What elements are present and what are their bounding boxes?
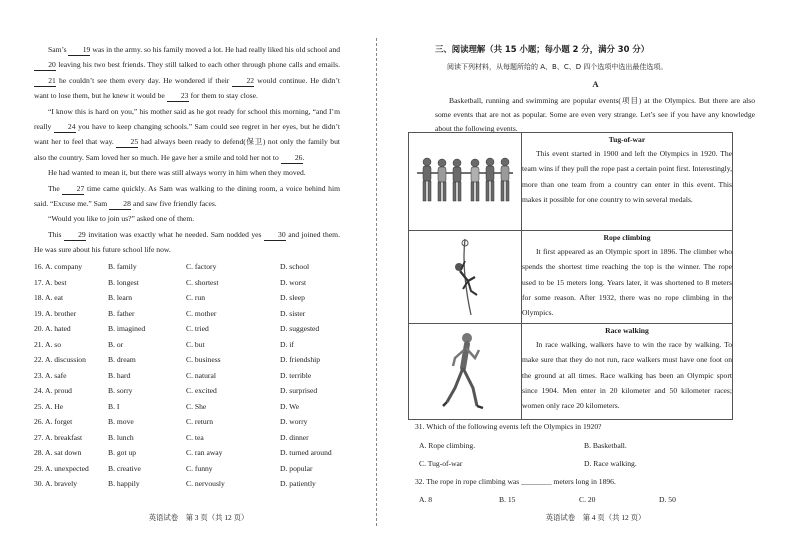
option-choice: B. got up [108,448,137,458]
option-choice: D. friendship [280,355,321,365]
cloze-passage [34,42,340,258]
question-31-options-row1 [415,438,745,453]
blank-26: 26 [281,153,303,164]
option-row [34,399,344,415]
option-choice: C. run [186,293,205,303]
passage-intro: Basketball, running and swimming are popular events(项目) at the Olympics. But there are also some events that are not as popular. Some are even very strange. Let’s see if you have any knowledge about the following events. [435,96,755,133]
blank-27: 27 [62,184,84,195]
blank-22: 22 [232,76,254,87]
race-walker-icon [433,328,497,414]
option-choice: 21. A. so [34,339,62,349]
option-choice: B. longest [108,277,139,287]
q31-option-a: A. Rope climbing. [419,441,476,450]
option-choice: B. creative [108,463,141,473]
event-row-race-walking [409,324,733,420]
cloze-options [34,259,344,492]
option-choice: B. hard [108,370,131,380]
option-row [34,414,344,430]
option-choice: C. tried [186,324,209,334]
cloze-paragraph-3: He had wanted to mean it, but there was still always worry in him when they moved. [48,168,306,178]
event-description: This event started in 1900 and left the Olympics in 1920. The team wins if they pull the rope past a certain point first. Interestingly, more than one team from a country can enter in this event. This makes it possible for one country to win several medals. [522,149,732,204]
option-choice: C. shortest [186,277,219,287]
option-row [34,461,344,477]
option-choice: 23. A. safe [34,370,67,380]
q32-option-b: B. 15 [499,495,516,504]
blank-25: 25 [116,137,138,148]
option-choice: D. surprised [280,386,318,396]
option-choice: C. mother [186,308,217,318]
event-text-cell [522,133,733,231]
option-choice: C. nervously [186,479,225,489]
option-choice: 26. A. forget [34,417,73,427]
blank-23: 23 [167,91,189,102]
blank-21: 21 [34,76,56,87]
option-choice: D. sleep [280,293,305,303]
event-title: Rope climbing [603,233,651,242]
option-row [34,290,344,306]
option-choice: C. excited [186,386,217,396]
option-choice: C. but [186,339,205,349]
q31-option-b: B. Basketball. [584,441,627,450]
page-footer-left: 英语试卷 第 3 页（共 12 页） [148,513,249,522]
q32-option-a: A. 8 [419,495,433,504]
option-choice: 28. A. sat down [34,448,82,458]
question-31 [415,419,745,471]
question-32 [415,474,745,507]
event-row-tug-of-war [409,133,733,231]
option-choice: D. dinner [280,432,309,442]
cloze-paragraph-1: Sam’s 19 was in the army. so his family moved a lot. He had really liked his old school and 20 leaving his two best friends. They still talked to each other through phone calls and emails. 21 he couldn’t see them every day. He wondered if their 22 would continue. He didn’t want to lose them, but he knew it would be 23 for them to stay close. [34,45,340,101]
option-choice: 16. A. company [34,262,83,272]
event-title: Tug-of-war [608,135,646,144]
option-choice: B. dream [108,355,136,365]
option-choice: C. ran away [186,448,223,458]
option-row [34,306,344,322]
option-choice: 17. A. best [34,277,67,287]
blank-24: 24 [54,122,76,133]
option-choice: C. natural [186,370,216,380]
option-choice: D. sister [280,308,306,318]
event-description: It first appeared as an Olympic sport in 1896. The climber who spends the shortest time reaching the top is the winner. The rope used to be 15 meters long. Years later, it was shortened to 8 meters for some reason. After 1932, there was no rope climbing in the Olympics. [522,247,732,318]
option-choice: 29. A. unexpected [34,463,89,473]
option-choice: B. move [108,417,134,427]
passage-letter: A [592,79,599,89]
cloze-paragraph-2: “I know this is hard on you,” his mother said as he got ready for school this morning, “and I’m really 24 you have to keep changing schools.” Sam could see regret in her eyes, but he didn’t want her to feel that way. 25 had always been ready to defend(保卫) not only the family but also the country. Sam loved her so much. He gave her a smile and told her not to 26. [34,106,341,162]
option-choice: B. lunch [108,432,134,442]
option-choice: B. sorry [108,386,133,396]
event-picture-cell [409,133,522,231]
right-page [397,0,794,560]
option-choice: C. factory [186,262,217,272]
option-row [34,259,344,275]
blank-28: 28 [109,199,131,210]
option-choice: C. funny [186,463,213,473]
option-choice: D. terrible [280,370,312,380]
event-picture-cell [409,324,522,420]
blank-30: 30 [264,230,286,241]
option-row [34,275,344,291]
option-choice: 24. A. proud [34,386,72,396]
page-divider [376,38,377,526]
question-32-stem: 32. The rope in rope climbing was ________ meters long in 1896. [415,477,616,486]
event-description: In race walking, walkers have to win the race by walking. To make sure that they do not run, race walkers must have one foot on the ground at all times. Race walking has been an Olympic sport since 1904. Men enter in 20 kilometer and 50 kilometer races; women only race 20 kilometers. [522,340,732,411]
cloze-paragraph-6: This 29 invitation was exactly what he needed. Sam nodded yes 30 and joined them. He was sure about his future school life now. [34,229,340,255]
tug-of-war-icon [415,153,515,209]
option-choice: D. We [280,401,300,411]
q31-option-d: D. Race walking. [584,459,637,468]
option-choice: D. if [280,339,294,349]
option-row [34,383,344,399]
option-row [34,476,344,492]
option-row [34,368,344,384]
question-32-options [415,492,745,507]
option-choice: D. popular [280,463,313,473]
option-row [34,352,344,368]
option-choice: B. father [108,308,135,318]
page-footer-right: 英语试卷 第 4 页（共 12 页） [545,513,646,522]
option-choice: 27. A. breakfast [34,432,83,442]
event-row-rope-climbing [409,231,733,324]
option-choice: 19. A. brother [34,308,77,318]
option-choice: D. worry [280,417,308,427]
option-choice: B. I [108,401,120,411]
event-text-cell [522,324,733,420]
event-title: Race walking [605,326,649,335]
question-31-stem: 31. Which of the following events left the Olympics in 1920? [415,422,602,431]
blank-19: 19 [68,45,90,56]
option-choice: D. worst [280,277,307,287]
cloze-paragraph-5: “Would you like to join us?” asked one of them. [48,214,195,224]
option-row [34,445,344,461]
blank-29: 29 [64,230,86,241]
q32-option-d: D. 50 [659,495,676,504]
option-choice: B. imagined [108,324,146,334]
option-choice: C. She [186,401,207,411]
section-title: 三、阅读理解（共 15 小题；每小题 2 分，满分 30 分） [435,44,650,54]
option-choice: C. return [186,417,213,427]
option-row [34,321,344,337]
question-31-options-row2 [415,456,745,471]
q31-option-c: C. Tug-of-war [419,459,463,468]
events-table [408,132,733,420]
blank-20: 20 [34,60,56,71]
option-choice: 22. A. discussion [34,355,86,365]
option-choice: D. patiently [280,479,316,489]
option-choice: 20. A. hated [34,324,71,334]
q32-option-c: C. 20 [579,495,596,504]
cloze-paragraph-4: The 27 time came quickly. As Sam was walking to the dining room, a voice behind him said. “Excuse me.” Sam 28 and saw five friendly faces. [34,183,340,209]
option-choice: D. turned around [280,448,332,458]
option-choice: B. learn [108,293,133,303]
option-choice: B. or [108,339,124,349]
option-choice: C. tea [186,432,204,442]
option-choice: D. school [280,262,310,272]
option-row [34,337,344,353]
event-text-cell [522,231,733,324]
option-row [34,430,344,446]
option-choice: 30. A. bravely [34,479,78,489]
rope-climber-icon [435,237,495,317]
option-choice: 25. A. He [34,401,64,411]
option-choice: B. happily [108,479,140,489]
section-instruction: 阅读下列材料，从每题所给的 A、B、C、D 四个选项中选出最佳选项。 [447,63,668,71]
event-picture-cell [409,231,522,324]
option-choice: C. business [186,355,221,365]
option-choice: D. suggested [280,324,320,334]
option-choice: 18. A. eat [34,293,64,303]
option-choice: B. family [108,262,137,272]
